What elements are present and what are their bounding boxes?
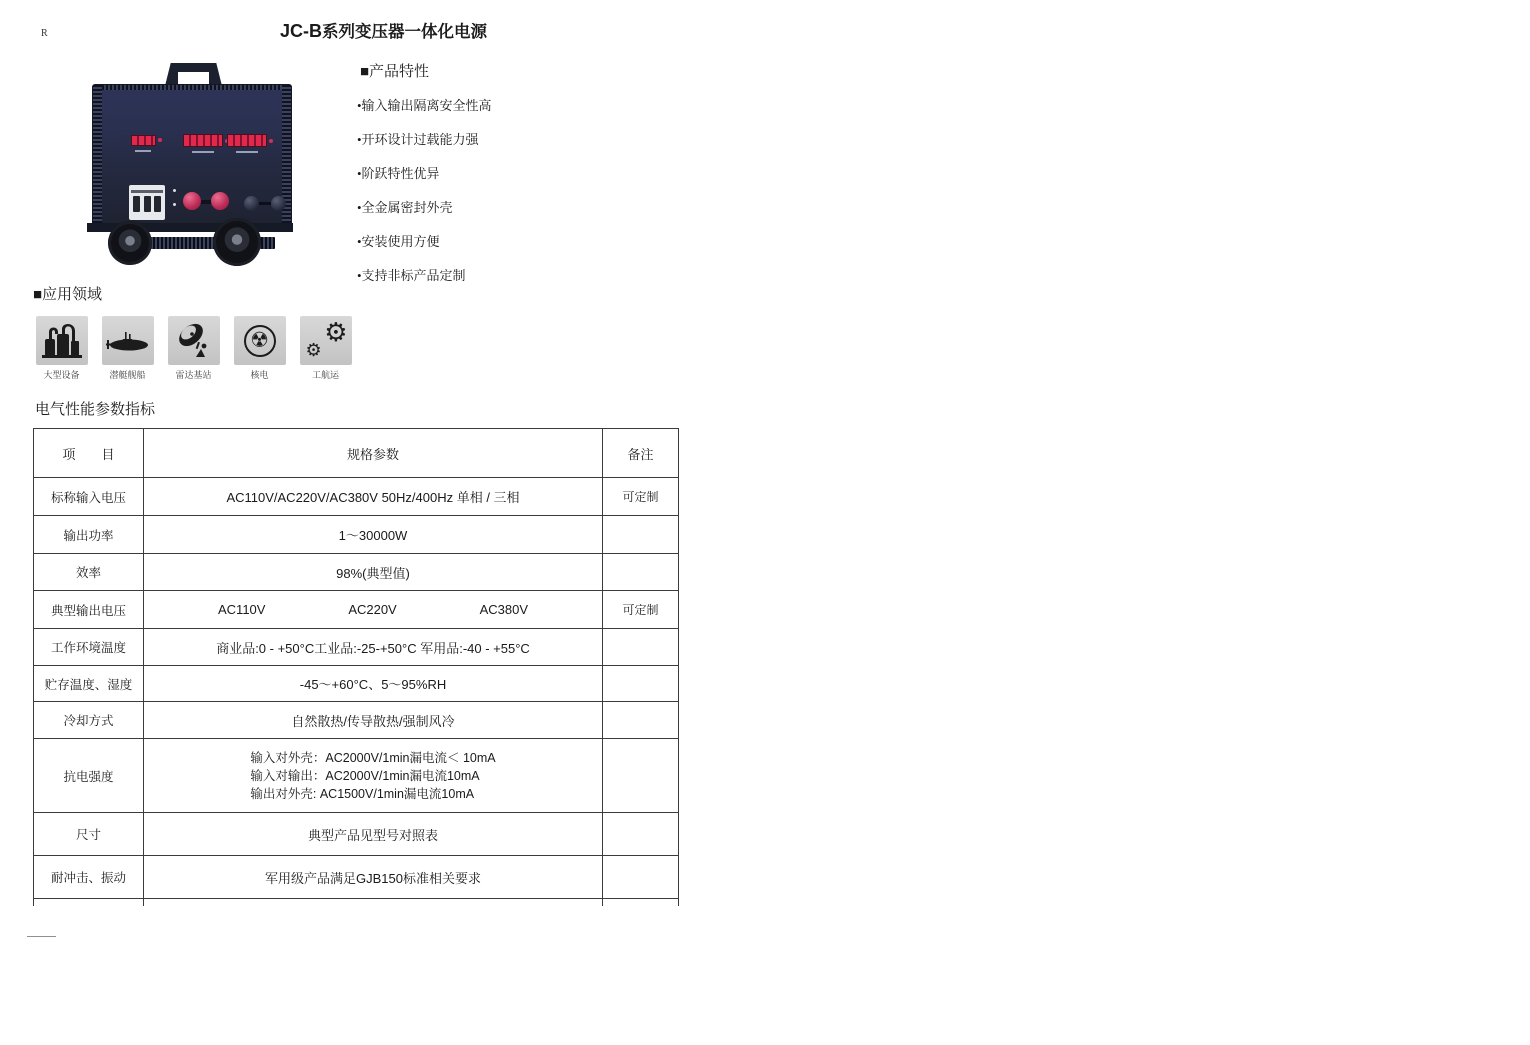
- table-row: [34, 591, 679, 629]
- application-label: 工航运: [311, 370, 339, 380]
- spec-value-line: 输入对外壳：AC2000V/1min漏电流＜ 10mA: [250, 750, 496, 765]
- spec-value-part: AC220V: [348, 602, 397, 617]
- spec-remark: [603, 554, 679, 591]
- table-row: [34, 856, 679, 899]
- footnote-rule: [27, 936, 56, 937]
- series-name: JC-B: [280, 21, 323, 41]
- nuclear-icon: ☢: [234, 316, 286, 365]
- gears-icon: ⚙ ⚙: [300, 316, 352, 365]
- spec-label: 效率: [34, 554, 144, 591]
- spec-value: 1～30000W: [144, 516, 603, 554]
- caster-wheel-left: [108, 221, 152, 265]
- spec-value: 自然散热/传导散热/强制风冷: [144, 702, 603, 739]
- feature-item: •支持非标产品定制: [357, 268, 466, 283]
- led-display-voltage: [183, 134, 223, 147]
- spec-label: 典型输出电压: [34, 591, 144, 629]
- output-terminal-right: [211, 192, 229, 210]
- application-item: [167, 316, 220, 381]
- application-item: [233, 316, 286, 381]
- application-item: [35, 316, 88, 381]
- carry-handle: [165, 63, 222, 86]
- table-row-partial: [34, 899, 679, 906]
- spec-label: 输出功率: [34, 516, 144, 554]
- submarine-icon: [102, 316, 154, 365]
- table-row: [34, 554, 679, 591]
- spec-value: 商业品:0 - +50°C工业品:-25-+50°C 军用品:-40 - +55°C: [144, 629, 603, 666]
- spec-label: 冷却方式: [34, 702, 144, 739]
- title-suffix: 系列变压器一体化电源: [322, 22, 488, 41]
- knob-left: [244, 196, 259, 211]
- application-label: 潜艇舰船: [109, 370, 146, 380]
- feature-item: •全金属密封外壳: [357, 200, 453, 215]
- col-header-spec: 规格参数: [144, 429, 603, 478]
- spec-value: [144, 591, 603, 629]
- spec-label: 工作环境温度: [34, 629, 144, 666]
- industrial-equipment-icon: [36, 316, 88, 365]
- table-row: [34, 739, 679, 813]
- spec-label: 标称输入电压: [34, 478, 144, 516]
- table-row: [34, 629, 679, 666]
- knob-right: [271, 196, 286, 211]
- table-row: [34, 666, 679, 702]
- feature-item: •开环设计过载能力强: [357, 132, 479, 147]
- spec-remark: [603, 813, 679, 856]
- led-display-current: [227, 134, 267, 147]
- table-row: [34, 478, 679, 516]
- application-item: [101, 316, 154, 381]
- spec-value-line: 输入对输出：AC2000V/1min漏电流10mA: [250, 768, 480, 783]
- registered-mark: R: [41, 28, 48, 39]
- features-heading: ■产品特性: [360, 64, 430, 80]
- application-label: 核电: [250, 370, 269, 380]
- spec-remark: [603, 856, 679, 899]
- spec-value-part: AC110V: [218, 602, 266, 617]
- power-supply-chassis: [93, 85, 291, 231]
- spec-remark: [603, 666, 679, 702]
- spec-remark: [603, 629, 679, 666]
- feature-item: •安装使用方便: [357, 234, 440, 249]
- spec-remark: [603, 739, 679, 813]
- applications-row: [35, 316, 352, 381]
- vent-ribs-left: [93, 85, 102, 231]
- spec-table-title: 电气性能参数指标: [35, 402, 156, 418]
- spec-value: 98%(典型值): [144, 554, 603, 591]
- applications-heading: ■应用领域: [33, 287, 103, 303]
- spec-value-part: AC380V: [479, 602, 528, 617]
- spec-value: 军用级产品满足GJB150标准相关要求: [144, 856, 603, 899]
- spec-value: AC110V/AC220V/AC380V 50Hz/400Hz 单相 / 三相: [144, 478, 603, 516]
- spec-remark: [603, 702, 679, 739]
- application-label: 雷达基站: [175, 370, 212, 380]
- output-terminal-left: [183, 192, 201, 210]
- features-list: [357, 95, 492, 299]
- led-display-small: [131, 135, 156, 146]
- table-row: [34, 813, 679, 856]
- spec-remark: [603, 516, 679, 554]
- spec-label: 贮存温度、湿度: [34, 666, 144, 702]
- vent-ribs-top: [102, 85, 282, 90]
- circuit-breaker: [129, 185, 165, 220]
- spec-value: [144, 739, 603, 813]
- spec-table: [33, 428, 679, 906]
- spec-value: -45～+60°C、5～95%RH: [144, 666, 603, 702]
- spec-remark: 可定制: [603, 591, 679, 629]
- spec-value-line: 输出对外壳: AC1500V/1min漏电流10mA: [250, 786, 475, 801]
- radar-icon: [168, 316, 220, 365]
- col-header-item: 项 目: [34, 429, 144, 478]
- product-photo: [85, 57, 297, 273]
- feature-item: •阶跃特性优异: [357, 166, 440, 181]
- spec-label: 耐冲击、振动: [34, 856, 144, 899]
- caster-wheel-right: [213, 218, 261, 266]
- spec-remark: 可定制: [603, 478, 679, 516]
- col-header-remark: 备注: [603, 429, 679, 478]
- application-item: [299, 316, 352, 381]
- spec-header-row: [34, 429, 679, 478]
- table-row: [34, 516, 679, 554]
- spec-label: 尺寸: [34, 813, 144, 856]
- table-row: [34, 702, 679, 739]
- spec-label: 抗电强度: [34, 739, 144, 813]
- feature-item: •输入输出隔离安全性高: [357, 98, 492, 113]
- page-title: [280, 18, 487, 42]
- spec-value: 典型产品见型号对照表: [144, 813, 603, 856]
- application-label: 大型设备: [43, 370, 80, 380]
